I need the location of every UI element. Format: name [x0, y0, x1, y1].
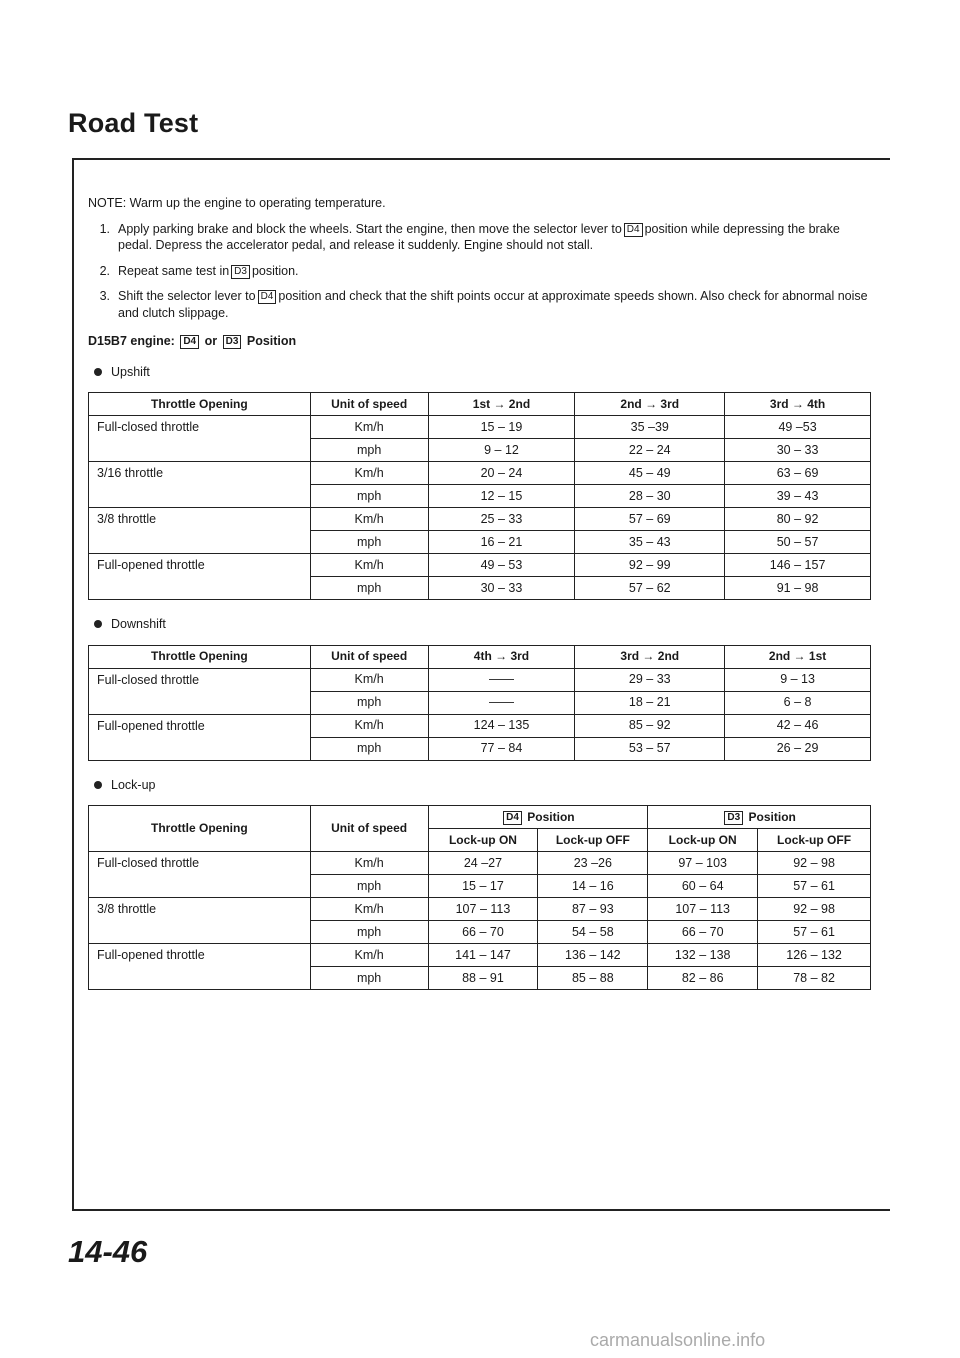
table-cell: 54 – 58: [538, 921, 648, 944]
step-number: 1.: [99, 221, 110, 236]
step-text: [118, 288, 873, 321]
upshift-label: Upshift: [111, 364, 150, 379]
table-cell: 66 – 70: [428, 921, 538, 944]
lockup-label: Lock-up: [111, 777, 156, 792]
content-area: [88, 195, 873, 990]
table-row: [89, 416, 871, 439]
table-cell: 107 – 113: [428, 898, 538, 921]
table-cell: 29 – 33: [575, 668, 725, 691]
header-unit: Unit of speed: [310, 806, 428, 852]
table-cell: 146 – 157: [725, 554, 871, 577]
selector-key-d4: D4: [258, 290, 277, 304]
table-cell: 49 – 53: [428, 554, 575, 577]
table-cell: 141 – 147: [428, 944, 538, 967]
table-cell: 80 – 92: [725, 508, 871, 531]
header-lockup-on: Lock-up ON: [428, 829, 538, 852]
step-text-a: Apply parking brake and block the wheels. Start the engine, then move the selector lever to: [118, 221, 622, 236]
step-text-a: Shift the selector lever to: [118, 289, 256, 303]
bullet-icon: [94, 368, 102, 376]
table-cell: 132 – 138: [648, 944, 758, 967]
step-text: [118, 221, 873, 254]
table-cell: Km/h: [310, 944, 428, 967]
note: NOTE: Warm up the engine to operating temperature.: [88, 196, 386, 210]
frame-top-rule: [72, 158, 890, 160]
table-cell: 39 – 43: [725, 485, 871, 508]
throttle-cell: 3/16 throttle: [89, 462, 311, 508]
step-number: 3.: [99, 289, 110, 303]
table-cell: 22 – 24: [575, 439, 725, 462]
table-cell: 15 – 19: [428, 416, 575, 439]
table-cell: 66 – 70: [648, 921, 758, 944]
table-cell: 18 – 21: [575, 691, 725, 714]
bullet-icon: [94, 620, 102, 628]
table-cell: 28 – 30: [575, 485, 725, 508]
header-2nd-3rd: 2nd → 3rd: [575, 393, 725, 416]
table-cell: 85 – 88: [538, 967, 648, 990]
step-3: [88, 288, 873, 321]
step-text-b: position.: [251, 263, 299, 278]
table-cell: 23 –26: [538, 852, 648, 875]
table-cell: 57 – 62: [575, 577, 725, 600]
step-text: [118, 263, 873, 280]
selector-key-d3: D3: [724, 811, 743, 825]
frame-left-rule: [72, 158, 74, 1210]
header-unit: Unit of speed: [310, 645, 428, 668]
table-cell: mph: [310, 485, 428, 508]
table-cell: 57 – 61: [758, 921, 871, 944]
position-label: Position: [748, 809, 796, 824]
engine-position: Position: [246, 334, 297, 348]
table-row: [89, 944, 871, 967]
throttle-cell: 3/8 throttle: [89, 898, 311, 944]
table-cell: 57 – 69: [575, 508, 725, 531]
step-text-b: position while depressing the brake pedal. Depress the accelerator pedal, and release it suddenly. Engine should not stall.: [118, 221, 840, 252]
table-cell: Km/h: [310, 554, 428, 577]
table-cell: 50 – 57: [725, 531, 871, 554]
page-title: Road Test: [68, 108, 199, 138]
table-cell: 107 – 113: [648, 898, 758, 921]
table-cell: Km/h: [310, 898, 428, 921]
table-cell: Km/h: [310, 416, 428, 439]
header-2nd-1st: 2nd → 1st: [725, 645, 871, 668]
table-cell: ——: [428, 668, 575, 691]
table-cell: 88 – 91: [428, 967, 538, 990]
table-row: [89, 714, 871, 737]
table-cell: 6 – 8: [725, 691, 871, 714]
header-d3-position: [648, 806, 871, 829]
table-cell: 136 – 142: [538, 944, 648, 967]
step-text-b: position and check that the shift points occur at approximate speeds shown. Also check for abnormal noise and clutch slippage.: [118, 289, 868, 320]
table-cell: Km/h: [310, 852, 428, 875]
table-header-row: [89, 806, 871, 829]
table-cell: mph: [310, 921, 428, 944]
table-cell: 12 – 15: [428, 485, 575, 508]
table-row: [89, 852, 871, 875]
table-cell: 16 – 21: [428, 531, 575, 554]
table-cell: 91 – 98: [725, 577, 871, 600]
table-cell: 30 – 33: [428, 577, 575, 600]
header-lockup-off: Lock-up OFF: [538, 829, 648, 852]
selector-key-d4: D4: [624, 223, 643, 237]
table-cell: 26 – 29: [725, 737, 871, 760]
header-3rd-4th: 3rd → 4th: [725, 393, 871, 416]
table-cell: 85 – 92: [575, 714, 725, 737]
header-unit: Unit of speed: [310, 393, 428, 416]
table-cell: Km/h: [310, 508, 428, 531]
table-row: [89, 462, 871, 485]
table-cell: 14 – 16: [538, 875, 648, 898]
table-cell: 92 – 98: [758, 852, 871, 875]
watermark: carmanualsonline.info: [590, 1330, 766, 1350]
table-cell: mph: [310, 531, 428, 554]
table-cell: 92 – 98: [758, 898, 871, 921]
selector-key-d4: D4: [180, 335, 199, 349]
table-cell: 82 – 86: [648, 967, 758, 990]
table-cell: 63 – 69: [725, 462, 871, 485]
throttle-cell: Full-closed throttle: [89, 416, 311, 462]
table-cell: 77 – 84: [428, 737, 575, 760]
table-row: [89, 668, 871, 691]
lockup-heading: [94, 777, 873, 794]
table-cell: Km/h: [310, 668, 428, 691]
header-lockup-on: Lock-up ON: [648, 829, 758, 852]
position-label: Position: [527, 809, 575, 824]
table-cell: mph: [310, 737, 428, 760]
table-cell: mph: [310, 875, 428, 898]
table-cell: 124 – 135: [428, 714, 575, 737]
table-header-row: [89, 393, 871, 416]
table-cell: 97 – 103: [648, 852, 758, 875]
selector-key-d4: D4: [503, 811, 522, 825]
table-cell: 60 – 64: [648, 875, 758, 898]
table-cell: 24 –27: [428, 852, 538, 875]
table-cell: mph: [310, 967, 428, 990]
header-4th-3rd: 4th → 3rd: [428, 645, 575, 668]
table-cell: 87 – 93: [538, 898, 648, 921]
frame-bottom-rule: [72, 1209, 890, 1211]
table-cell: 92 – 99: [575, 554, 725, 577]
selector-key-d3: D3: [223, 335, 242, 349]
table-cell: 53 – 57: [575, 737, 725, 760]
bullet-icon: [94, 781, 102, 789]
table-cell: 78 – 82: [758, 967, 871, 990]
table-cell: mph: [310, 577, 428, 600]
table-cell: 35 –39: [575, 416, 725, 439]
throttle-cell: Full-closed throttle: [89, 852, 311, 898]
table-header-row: [89, 645, 871, 668]
downshift-heading: [94, 616, 873, 633]
header-lockup-off: Lock-up OFF: [758, 829, 871, 852]
header-throttle: Throttle Opening: [89, 806, 311, 852]
table-cell: ——: [428, 691, 575, 714]
header-throttle: Throttle Opening: [89, 645, 311, 668]
page-number: 14-46: [68, 1234, 148, 1269]
table-row: [89, 898, 871, 921]
table-cell: 9 – 12: [428, 439, 575, 462]
table-cell: 20 – 24: [428, 462, 575, 485]
table-row: [89, 554, 871, 577]
lockup-table: [88, 805, 871, 990]
header-1st-2nd: 1st → 2nd: [428, 393, 575, 416]
table-cell: 15 – 17: [428, 875, 538, 898]
table-row: [89, 508, 871, 531]
throttle-cell: Full-opened throttle: [89, 714, 311, 760]
engine-or: or: [204, 334, 218, 348]
upshift-table: [88, 392, 871, 600]
table-cell: 9 – 13: [725, 668, 871, 691]
table-cell: 45 – 49: [575, 462, 725, 485]
table-cell: Km/h: [310, 462, 428, 485]
table-cell: 35 – 43: [575, 531, 725, 554]
throttle-cell: 3/8 throttle: [89, 508, 311, 554]
selector-key-d3: D3: [231, 265, 250, 279]
table-cell: 49 –53: [725, 416, 871, 439]
table-cell: Km/h: [310, 714, 428, 737]
table-cell: 25 – 33: [428, 508, 575, 531]
step-2: [88, 263, 873, 280]
throttle-cell: Full-opened throttle: [89, 944, 311, 990]
step-text-a: Repeat same test in: [118, 263, 230, 278]
header-3rd-2nd: 3rd → 2nd: [575, 645, 725, 668]
upshift-heading: [94, 364, 873, 381]
table-cell: 57 – 61: [758, 875, 871, 898]
table-cell: mph: [310, 439, 428, 462]
table-cell: 30 – 33: [725, 439, 871, 462]
header-d4-position: [428, 806, 648, 829]
header-throttle: Throttle Opening: [89, 393, 311, 416]
table-cell: mph: [310, 691, 428, 714]
table-cell: 126 – 132: [758, 944, 871, 967]
engine-label: D15B7 engine:: [88, 334, 175, 348]
engine-heading: [88, 333, 873, 350]
table-cell: 42 – 46: [725, 714, 871, 737]
step-1: [88, 221, 873, 254]
step-number: 2.: [99, 263, 110, 278]
downshift-table: [88, 645, 871, 761]
throttle-cell: Full-opened throttle: [89, 554, 311, 600]
throttle-cell: Full-closed throttle: [89, 668, 311, 714]
downshift-label: Downshift: [111, 617, 166, 631]
